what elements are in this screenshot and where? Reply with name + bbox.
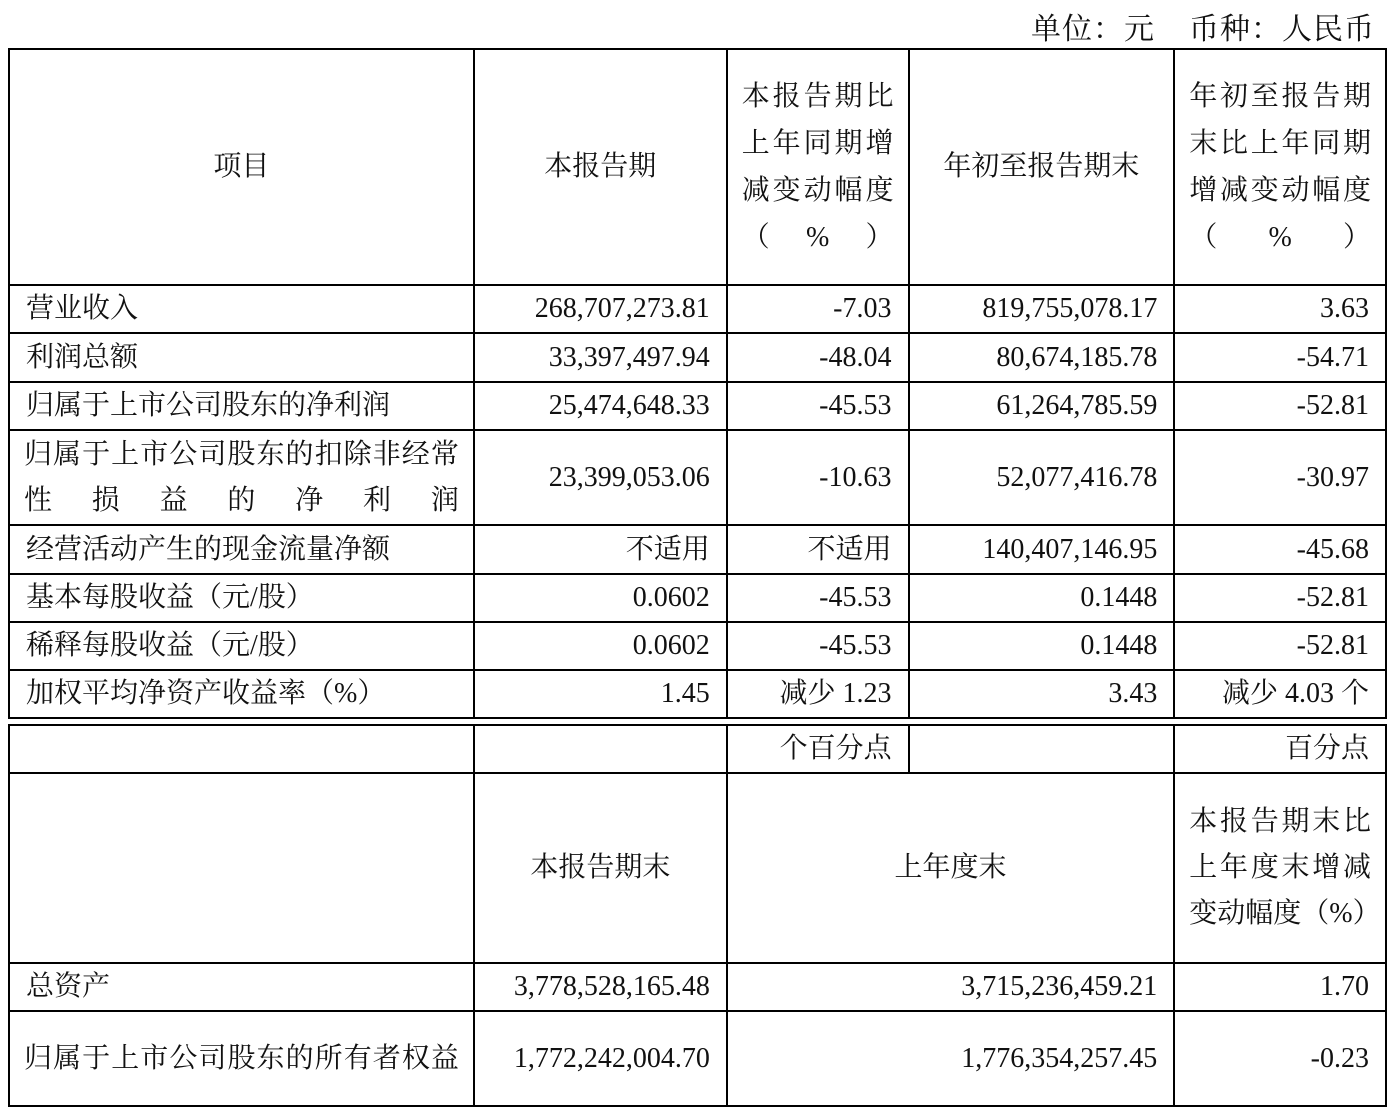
header-prior-year-end: 上年度末 — [727, 773, 1174, 963]
row-current-change: -45.53 — [727, 382, 909, 430]
row-period-end: 1,772,242,004.70 — [474, 1011, 727, 1106]
row-period-end: 3,778,528,165.48 — [474, 963, 727, 1011]
row-current-change: -48.04 — [727, 333, 909, 382]
row-item: 归属于上市公司股东的所有者权益 — [9, 1011, 474, 1106]
row-item: 经营活动产生的现金流量净额 — [9, 525, 474, 574]
row-change: 1.70 — [1174, 963, 1386, 1011]
row-ytd: 52,077,416.78 — [909, 430, 1175, 525]
header-period-end: 本报告期末 — [474, 773, 727, 963]
row-current: 33,397,497.94 — [474, 333, 727, 382]
row-current: 不适用 — [474, 525, 727, 574]
row-current-change: -45.53 — [727, 574, 909, 622]
row-current: 25,474,648.33 — [474, 382, 727, 430]
row-ytd: 0.1448 — [909, 622, 1175, 670]
row-current: 0.0602 — [474, 574, 727, 622]
header-ytd-change: 年初至报告期末比上年同期增减变动幅度（%） — [1174, 49, 1386, 285]
row-current-change: -10.63 — [727, 430, 909, 525]
row-ytd: 61,264,785.59 — [909, 382, 1175, 430]
row-item: 归属于上市公司股东的净利润 — [9, 382, 474, 430]
balance-table — [8, 724, 1387, 1107]
row-item: 加权平均净资产收益率（%） — [9, 670, 474, 718]
table-row — [9, 430, 1386, 525]
header-current-period: 本报告期 — [474, 49, 727, 285]
row-prior-year-end: 1,776,354,257.45 — [727, 1011, 1174, 1106]
income-table-header-row — [9, 49, 1386, 285]
row-ytd-change: -54.71 — [1174, 333, 1386, 382]
row-item: 总资产 — [9, 963, 474, 1011]
row-ytd-change: -52.81 — [1174, 622, 1386, 670]
header-item: 项目 — [9, 49, 474, 285]
header-change: 本报告期末比上年度末增减变动幅度（%） — [1174, 773, 1386, 963]
row-item: 利润总额 — [9, 333, 474, 382]
table-row — [9, 574, 1386, 622]
income-table — [8, 48, 1387, 719]
row-ytd-change: 3.63 — [1174, 285, 1386, 333]
row-ytd: 0.1448 — [909, 574, 1175, 622]
row-current: 0.0602 — [474, 622, 727, 670]
row-item: 基本每股收益（元/股） — [9, 574, 474, 622]
table-row — [9, 333, 1386, 382]
table-row — [9, 670, 1386, 718]
row-ytd: 819,755,078.17 — [909, 285, 1175, 333]
row-ytd: 3.43 — [909, 670, 1175, 718]
table-row — [9, 285, 1386, 333]
continuation-current-change: 个百分点 — [727, 725, 909, 773]
table-row — [9, 525, 1386, 574]
continuation-empty-current — [474, 725, 727, 773]
row-current: 1.45 — [474, 670, 727, 718]
row-current: 268,707,273.81 — [474, 285, 727, 333]
table-row — [9, 1011, 1386, 1106]
table-row — [9, 963, 1386, 1011]
header-current-change: 本报告期比上年同期增减变动幅度（%） — [727, 49, 909, 285]
header-empty-item — [9, 773, 474, 963]
balance-table-header-row — [9, 773, 1386, 963]
row-item: 归属于上市公司股东的扣除非经常性损益的净利润 — [9, 430, 474, 525]
row-current-change: -7.03 — [727, 285, 909, 333]
unit-label: 单位：元 — [1031, 13, 1155, 46]
unit-currency-line — [1031, 4, 1375, 48]
row-ytd-change: 减少 4.03 个 — [1174, 670, 1386, 718]
table-row — [9, 622, 1386, 670]
continuation-ytd-change: 百分点 — [1174, 725, 1386, 773]
row-ytd: 140,407,146.95 — [909, 525, 1175, 574]
continuation-empty-ytd — [909, 725, 1175, 773]
row-ytd-change: -45.68 — [1174, 525, 1386, 574]
row-ytd-change: -52.81 — [1174, 574, 1386, 622]
table-row — [9, 382, 1386, 430]
row-current-change: -45.53 — [727, 622, 909, 670]
row-item: 营业收入 — [9, 285, 474, 333]
continuation-empty-item — [9, 725, 474, 773]
currency-label: 币种：人民币 — [1189, 13, 1375, 46]
row-ytd-change: -52.81 — [1174, 382, 1386, 430]
row-ytd-change: -30.97 — [1174, 430, 1386, 525]
row-current: 23,399,053.06 — [474, 430, 727, 525]
row-current-change: 不适用 — [727, 525, 909, 574]
row-current-change: 减少 1.23 — [727, 670, 909, 718]
row-prior-year-end: 3,715,236,459.21 — [727, 963, 1174, 1011]
row-change: -0.23 — [1174, 1011, 1386, 1106]
row-item: 稀释每股收益（元/股） — [9, 622, 474, 670]
continuation-row — [9, 725, 1386, 773]
row-ytd: 80,674,185.78 — [909, 333, 1175, 382]
header-ytd: 年初至报告期末 — [909, 49, 1175, 285]
